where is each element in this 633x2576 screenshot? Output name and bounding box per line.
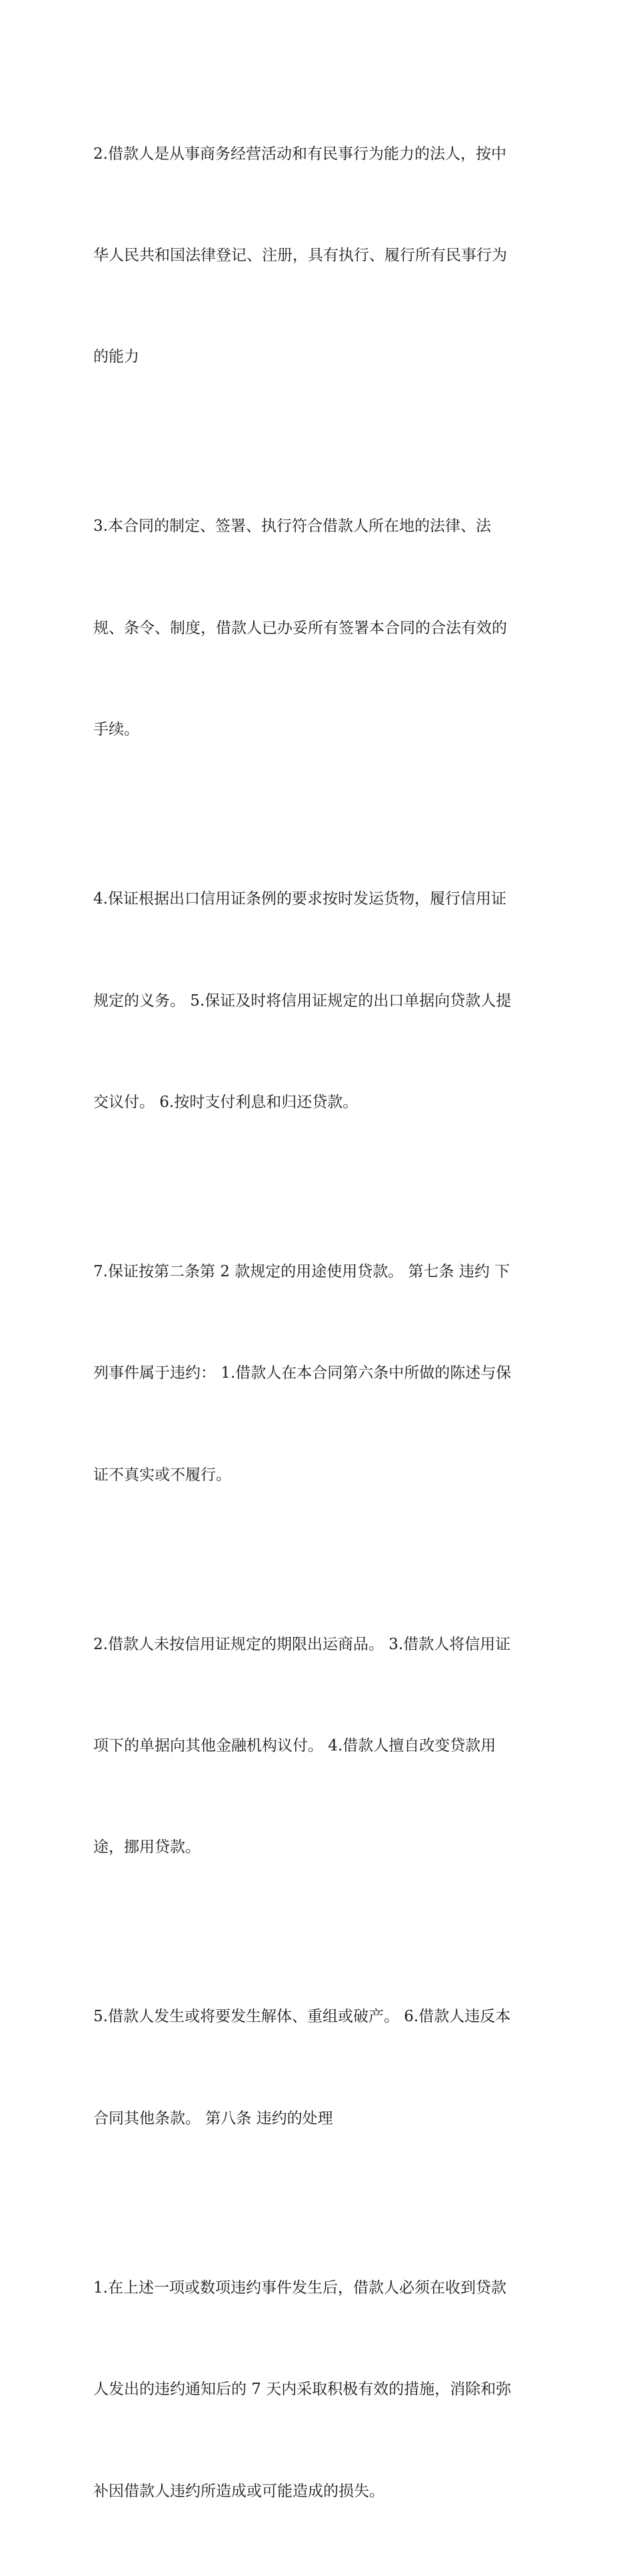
text-line: 合同其他条款。 第八条 违约的处理 (93, 2109, 333, 2127)
text-line: 列事件属于违约： 1.借款人在本合同第六条中所做的陈述与保 (93, 1364, 512, 1382)
paragraph-article-eight-heading (93, 1933, 546, 2203)
paragraph-article-seven-default (93, 1187, 546, 1560)
text-line: 规定的义务。 5.保证及时将信用证规定的出口单据向贷款人提 (93, 992, 512, 1010)
text-line: 人发出的违约通知后的 7 天内采取积极有效的措施，消除和弥 (93, 2381, 512, 2399)
text-line: 5.借款人发生或将要发生解体、重组或破产。 6.借款人违反本 (93, 2008, 511, 2026)
paragraph-default-events (93, 1560, 546, 1933)
paragraph-borrower-legal-person (93, 69, 546, 442)
text-line: 途，挪用贷款。 (93, 1838, 201, 1856)
text-line: 补因借款人违约所造成或可能造成的损失。 (93, 2482, 384, 2500)
text-line: 规、条令、制度，借款人已办妥所有签署本合同的合法有效的 (93, 619, 507, 637)
text-line: 交议付。 6.按时支付利息和归还贷款。 (93, 1093, 358, 1111)
text-line: 4.保证根据出口信用证条例的要求按时发运货物，履行信用证 (93, 890, 506, 908)
text-line: 手续。 (93, 721, 139, 739)
text-line: 华人民共和国法律登记、注册，具有执行、履行所有民事行为 (93, 246, 507, 264)
text-line: 2.借款人是从事商务经营活动和有民事行为能力的法人，按中 (93, 145, 506, 163)
paragraph-shipment-obligations (93, 815, 546, 1188)
paragraph-default-remedy (93, 2203, 546, 2576)
document-body (93, 69, 546, 2576)
paragraph-contract-compliance (93, 442, 546, 815)
text-line: 2.借款人未按信用证规定的期限出运商品。 3.借款人将信用证 (93, 1635, 511, 1653)
text-line: 3.本合同的制定、签署、执行符合借款人所在地的法律、法 (93, 517, 491, 535)
text-line: 的能力 (93, 348, 139, 366)
text-line: 项下的单据向其他金融机构议付。 4.借款人擅自改变贷款用 (93, 1737, 496, 1755)
text-line: 证不真实或不履行。 (93, 1466, 231, 1484)
text-line: 7.保证按第二条第 2 款规定的用途使用贷款。 第七条 违约 下 (93, 1262, 510, 1280)
text-line: 1.在上述一项或数项违约事件发生后，借款人必须在收到贷款 (93, 2279, 506, 2297)
